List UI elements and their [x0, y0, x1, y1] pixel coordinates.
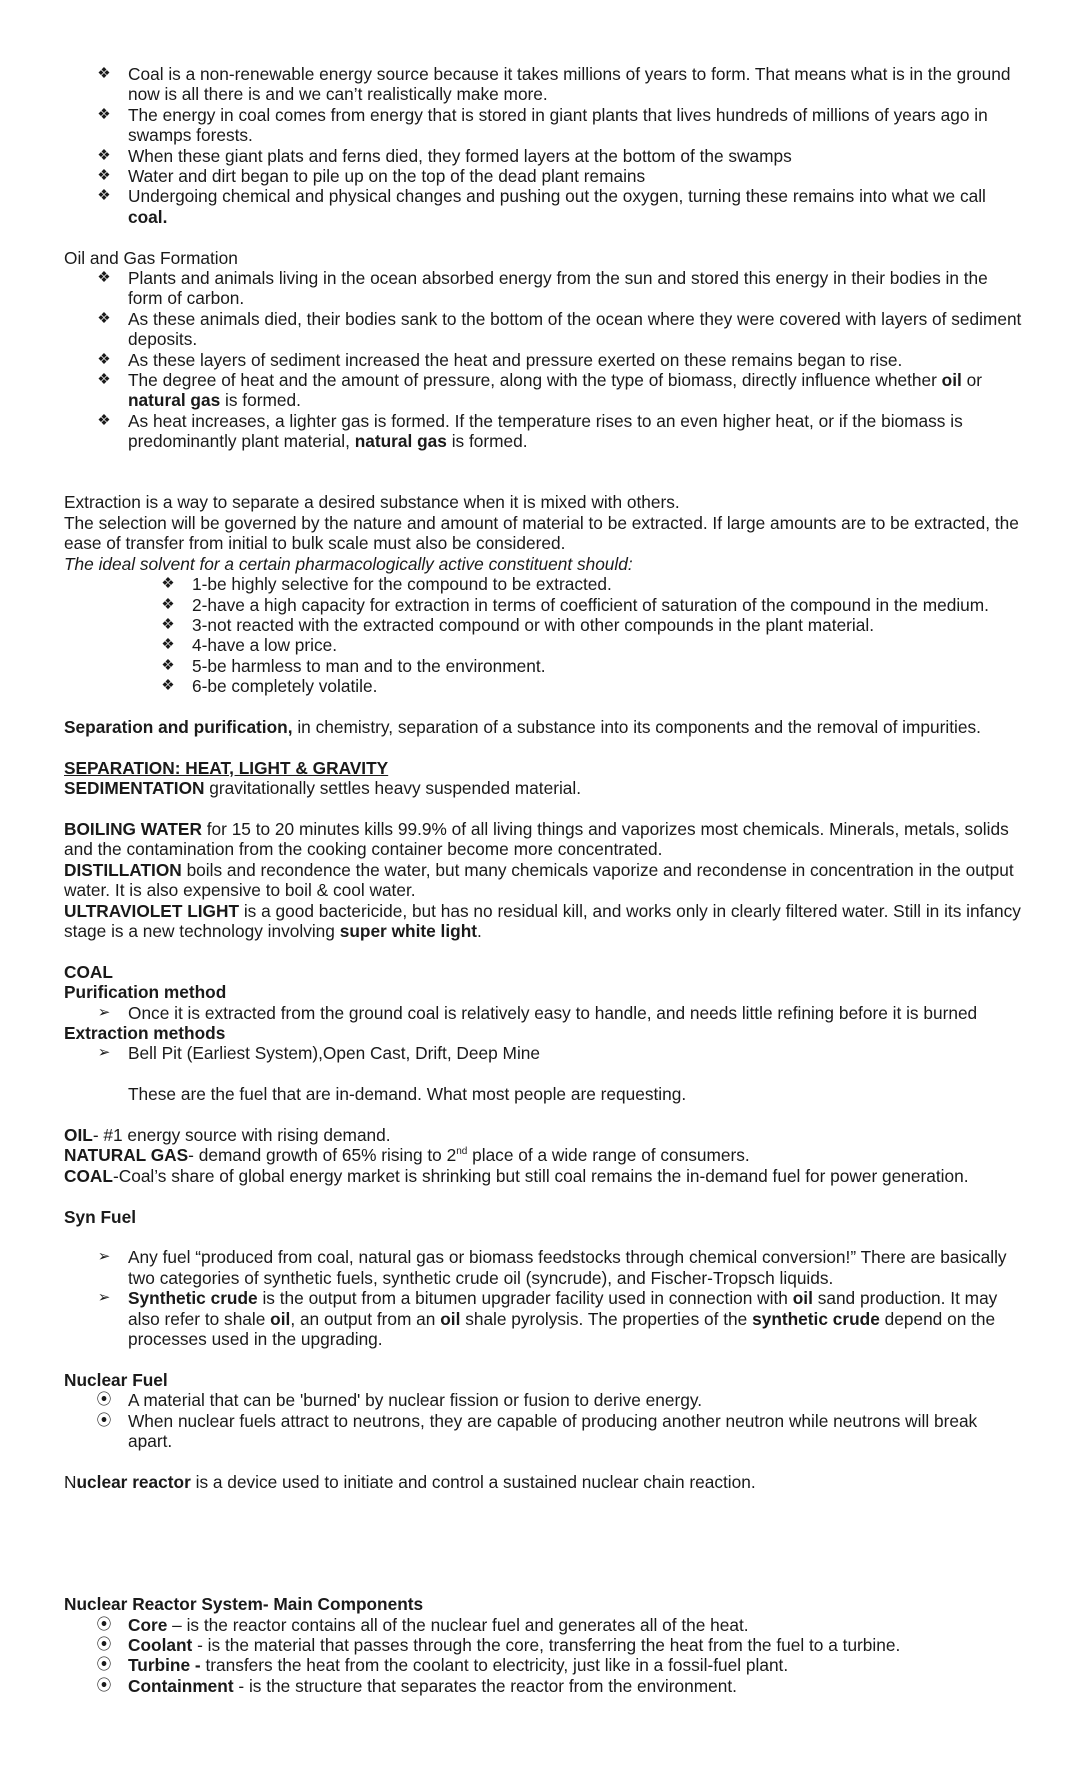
natural-gas-line: NATURAL GAS- demand growth of 65% rising to 2nd place of a wide range of consumers.: [64, 1145, 750, 1166]
circle-bullet-icon: ⦿: [96, 1656, 112, 1674]
circle-bullet-icon: ⦿: [96, 1676, 112, 1694]
circle-bullet-icon: ⦿: [96, 1636, 112, 1653]
nuclear-fuel-heading: Nuclear Fuel: [64, 1369, 168, 1390]
separation-definition: Separation and purification, in chemistry, separation of a substance into its components and the removal of impurities.: [64, 716, 981, 737]
list-item: ❖ The energy in coal comes from energy that is stored in giant plants that lives hundreds of millions of years ago in swamps forests.: [64, 105, 1024, 146]
diamond-bullet-icon: ❖: [97, 350, 111, 368]
diamond-bullet-icon: ❖: [97, 269, 111, 287]
list-item: ❖ The degree of heat and the amount of pressure, along with the type of biomass, directly influence whether oil or natural gas is formed.: [64, 370, 1024, 411]
list-item: ➢ Bell Pit (Earliest System),Open Cast, Drift, Deep Mine: [64, 1043, 1024, 1063]
extraction-methods-heading: Extraction methods: [64, 1022, 226, 1043]
oil-line: OIL- #1 energy source with rising demand.: [64, 1124, 391, 1145]
diamond-bullet-icon: ❖: [97, 411, 111, 429]
diamond-bullet-icon: ❖: [97, 167, 111, 185]
list-item: ⦿ Coolant - is the material that passes through the core, transferring the heat from the fuel to a turbine.: [96, 1635, 901, 1655]
list-item: ❖ 1-be highly selective for the compound to be extracted.: [64, 574, 1024, 594]
arrow-bullet-icon: ➢: [97, 1003, 111, 1021]
diamond-bullet-icon: ❖: [97, 105, 111, 123]
nuclear-reactor-definition: Nuclear reactor is a device used to initiate and control a sustained nuclear chain reaction.: [64, 1471, 756, 1492]
list-item: ➢ Any fuel “produced from coal, natural gas or biomass feedstocks through chemical conversion!” There are basically two categories of synthetic fuels, synthetic crude oil (syncrude), and Fischer-Tropsch liquids.: [64, 1247, 1024, 1288]
list-item: ❖ 3-not reacted with the extracted compound or with other compounds in the plant material.: [64, 615, 1024, 635]
distillation-para: DISTILLATION boils and recondence the water, but many chemicals vaporize and recondense in concentration in the output water. It is also expensive to boil & cool water.: [64, 859, 1014, 901]
diamond-bullet-icon: ❖: [161, 575, 175, 593]
list-item: ➢ Once it is extracted from the ground coal is relatively easy to handle, and needs little refining before it is burned: [64, 1003, 1024, 1023]
oil-gas-list: [64, 268, 1024, 452]
list-item: ⦿ Containment - is the structure that separates the reactor from the environment.: [96, 1675, 737, 1696]
list-item: ❖ 6-be completely volatile.: [64, 676, 1024, 696]
coal-intro-list: [64, 64, 1024, 227]
list-item: ⦿ When nuclear fuels attract to neutrons, they are capable of producing another neutron while neutrons will break apart.: [96, 1410, 978, 1452]
list-item: ⦿ Turbine - transfers the heat from the coolant to electricity, just like in a fossil-fuel plant.: [96, 1655, 789, 1676]
oil-gas-heading: Oil and Gas Formation: [64, 247, 238, 268]
solvent-list: [64, 574, 1024, 696]
coal-line: COAL-Coal’s share of global energy market is shrinking but still coal remains the in-demand fuel for power generation.: [64, 1165, 969, 1186]
list-item: ❖ Coal is a non-renewable energy source because it takes millions of years to form. That means what is in the ground now is all there is and we can’t realistically make more.: [64, 64, 1024, 105]
diamond-bullet-icon: ❖: [97, 146, 111, 164]
list-item: ❖ 2-have a high capacity for extraction in terms of coefficient of saturation of the compound in the medium.: [64, 595, 1024, 615]
list-item: ❖ 5-be harmless to man and to the environment.: [64, 656, 1024, 676]
solvent-intro: The ideal solvent for a certain pharmacologically active constituent should:: [64, 553, 633, 574]
sedimentation-para: SEDIMENTATION gravitationally settles heavy suspended material.: [64, 778, 582, 799]
nuclear-fuel-list: [64, 1390, 1024, 1451]
boiling-water-para: BOILING WATER for 15 to 20 minutes kills 99.9% of all living things and vaporizes most chemicals. Minerals, metals, solids and the contamination from the cooking container become more concentrated.: [64, 818, 1009, 860]
syn-fuel-heading: Syn Fuel: [64, 1206, 137, 1227]
ultraviolet-para: ULTRAVIOLET LIGHT is a good bactericide, but has no residual kill, and works only in clearly filtered water. Still in its infancy stage is a new technology involving super white light.: [64, 900, 1021, 941]
list-item: ⦿ A material that can be 'burned' by nuclear fission or fusion to derive energy.: [96, 1390, 703, 1411]
arrow-bullet-icon: ➢: [97, 1289, 111, 1307]
diamond-bullet-icon: ❖: [161, 677, 175, 695]
in-demand-line: These are the fuel that are in-demand. What most people are requesting.: [128, 1084, 687, 1105]
list-item: ➢ Synthetic crude is the output from a bitumen upgrader facility used in connection with oil sand production. It may also refer to shale oil, an output from an oil shale pyrolysis. The properties of the synthetic crude depend on the processes used in the upgrading.: [64, 1288, 1024, 1349]
list-item: ❖ As heat increases, a lighter gas is formed. If the temperature rises to an even higher heat, or if the biomass is predominantly plant material, natural gas is formed.: [64, 411, 1024, 452]
list-item: ❖ As these animals died, their bodies sank to the bottom of the ocean where they were covered with layers of sediment deposits.: [64, 309, 1024, 350]
list-item: ⦿ Core – is the reactor contains all of the nuclear fuel and generates all of the heat.: [96, 1614, 749, 1635]
diamond-bullet-icon: ❖: [97, 371, 111, 389]
diamond-bullet-icon: ❖: [97, 187, 111, 205]
circle-bullet-icon: ⦿: [96, 1411, 112, 1429]
coal-heading: COAL: [64, 961, 113, 982]
purification-heading: Purification method: [64, 982, 227, 1003]
arrow-bullet-icon: ➢: [97, 1044, 111, 1062]
arrow-bullet-icon: ➢: [97, 1248, 111, 1266]
diamond-bullet-icon: ❖: [161, 656, 175, 674]
components-heading: Nuclear Reactor System- Main Components: [64, 1594, 424, 1615]
list-item: ❖ Water and dirt began to pile up on the top of the dead plant remains: [64, 166, 1024, 186]
purification-list: [64, 1003, 1024, 1023]
list-item: ❖ When these giant plats and ferns died, they formed layers at the bottom of the swamps: [64, 146, 1024, 166]
diamond-bullet-icon: ❖: [161, 636, 175, 654]
circle-bullet-icon: ⦿: [96, 1391, 112, 1409]
extraction-line1: Extraction is a way to separate a desired substance when it is mixed with others.: [64, 492, 680, 513]
components-list: [64, 1615, 1024, 1697]
list-item: ❖ 4-have a low price.: [64, 635, 1024, 655]
list-item: ❖ As these layers of sediment increased the heat and pressure exerted on these remains began to rise.: [64, 350, 1024, 370]
diamond-bullet-icon: ❖: [161, 595, 175, 613]
diamond-bullet-icon: ❖: [161, 615, 175, 633]
extraction-methods-list: [64, 1043, 1024, 1063]
diamond-bullet-icon: ❖: [97, 309, 111, 327]
circle-bullet-icon: ⦿: [96, 1615, 112, 1633]
syn-fuel-list: [64, 1247, 1024, 1349]
extraction-line2: The selection will be governed by the nature and amount of material to be extracted. If large amounts are to be extracted, the ease of transfer from initial to bulk scale must also be considered.: [64, 512, 1019, 554]
list-item: ❖ Plants and animals living in the ocean absorbed energy from the sun and stored this energy in their bodies in the form of carbon.: [64, 268, 1024, 309]
document-page: [64, 64, 1024, 1696]
diamond-bullet-icon: ❖: [97, 65, 111, 82]
list-item: ❖ Undergoing chemical and physical changes and pushing out the oxygen, turning these remains into what we call coal.: [64, 186, 1024, 227]
separation-heading: SEPARATION: HEAT, LIGHT & GRAVITY: [64, 757, 389, 778]
